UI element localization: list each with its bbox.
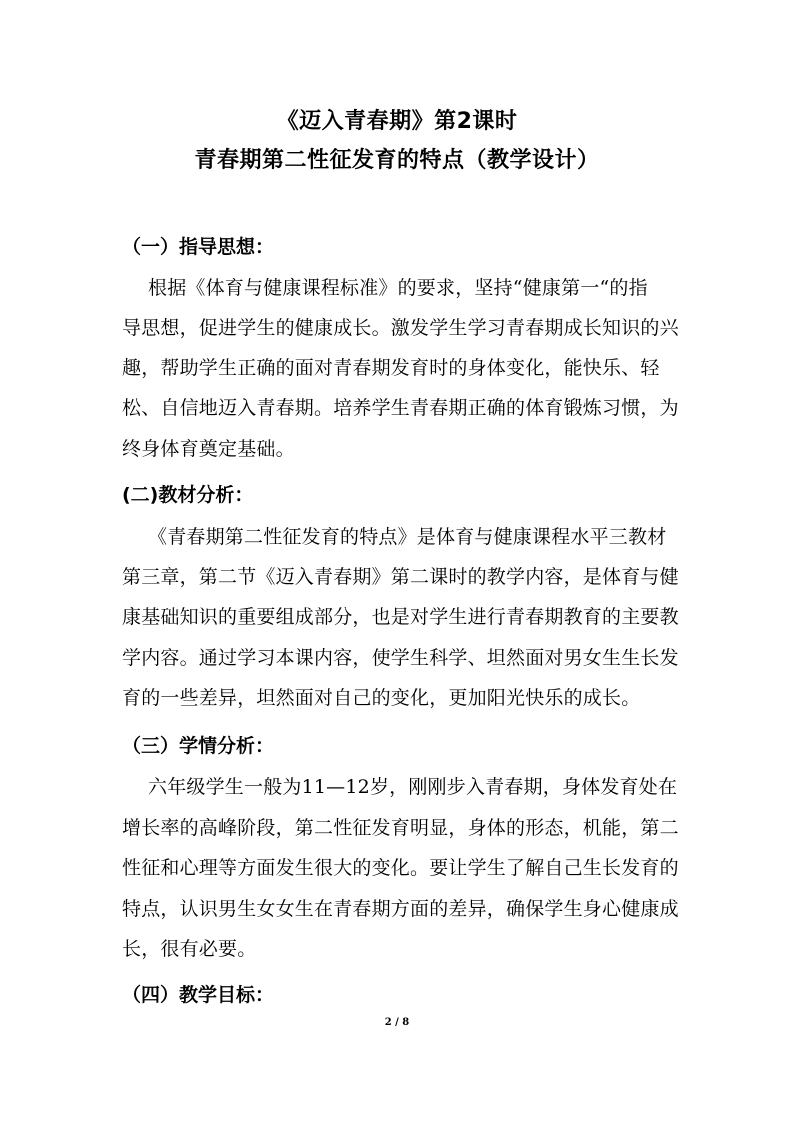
document-title: 《迈入青春期》第2课时 xyxy=(276,109,518,134)
paragraph-line: 增长率的高峰阶段，第二性征发育明显，身体的形态，机能，第二 xyxy=(122,817,679,839)
paragraph-line: 特点，认识男生女女生在青春期方面的差异，确保学生身心健康成 xyxy=(122,898,679,920)
paragraph-line: 第三章，第二节《迈入青春期》第二课时的教学内容，是体育与健 xyxy=(122,566,679,588)
section-heading-material-analysis: (二)教材分析： xyxy=(122,484,254,506)
paragraph-line: 长，很有必要。 xyxy=(122,938,257,960)
paragraph-line: 育的一些差异，坦然面对自己的变化，更加阳光快乐的成长。 xyxy=(122,687,641,709)
paragraph-line: 终身体育奠定基础。 xyxy=(122,438,295,460)
paragraph-line: 六年级学生一般为11—12岁，刚刚步入青春期，身体发育处在 xyxy=(148,776,678,798)
paragraph-line: 根据《体育与健康课程标准》的要求，坚持“健康第一“的指 xyxy=(148,277,648,299)
paragraph-line: 性征和心理等方面发生很大的变化。要让学生了解自己生长发育的 xyxy=(122,857,679,879)
paragraph-line: 学内容。通过学习本课内容，使学生科学、坦然面对男女生生长发 xyxy=(122,647,679,669)
document-subtitle: 青春期第二性征发育的特点（教学设计） xyxy=(194,148,600,173)
section-heading-teaching-objectives: （四）教学目标： xyxy=(122,984,275,1006)
paragraph-line: 《青春期第二性征发育的特点》是体育与健康课程水平三教材 xyxy=(148,526,667,548)
section-heading-learner-analysis: （三）学情分析： xyxy=(122,735,275,757)
paragraph-line: 趣，帮助学生正确的面对青春期发育时的身体变化，能快乐、轻 xyxy=(122,357,660,379)
paragraph-line: 康基础知识的重要组成部分，也是对学生进行青春期教育的主要教 xyxy=(122,606,679,628)
section-heading-guiding-ideology: （一）指导思想： xyxy=(122,236,275,258)
page-number: 2 / 8 xyxy=(384,1017,410,1028)
paragraph-line: 导思想，促进学生的健康成长。激发学生学习青春期成长知识的兴 xyxy=(122,317,679,339)
paragraph-line: 松、自信地迈入青春期。培养学生青春期正确的体育锻炼习惯，为 xyxy=(122,397,679,419)
